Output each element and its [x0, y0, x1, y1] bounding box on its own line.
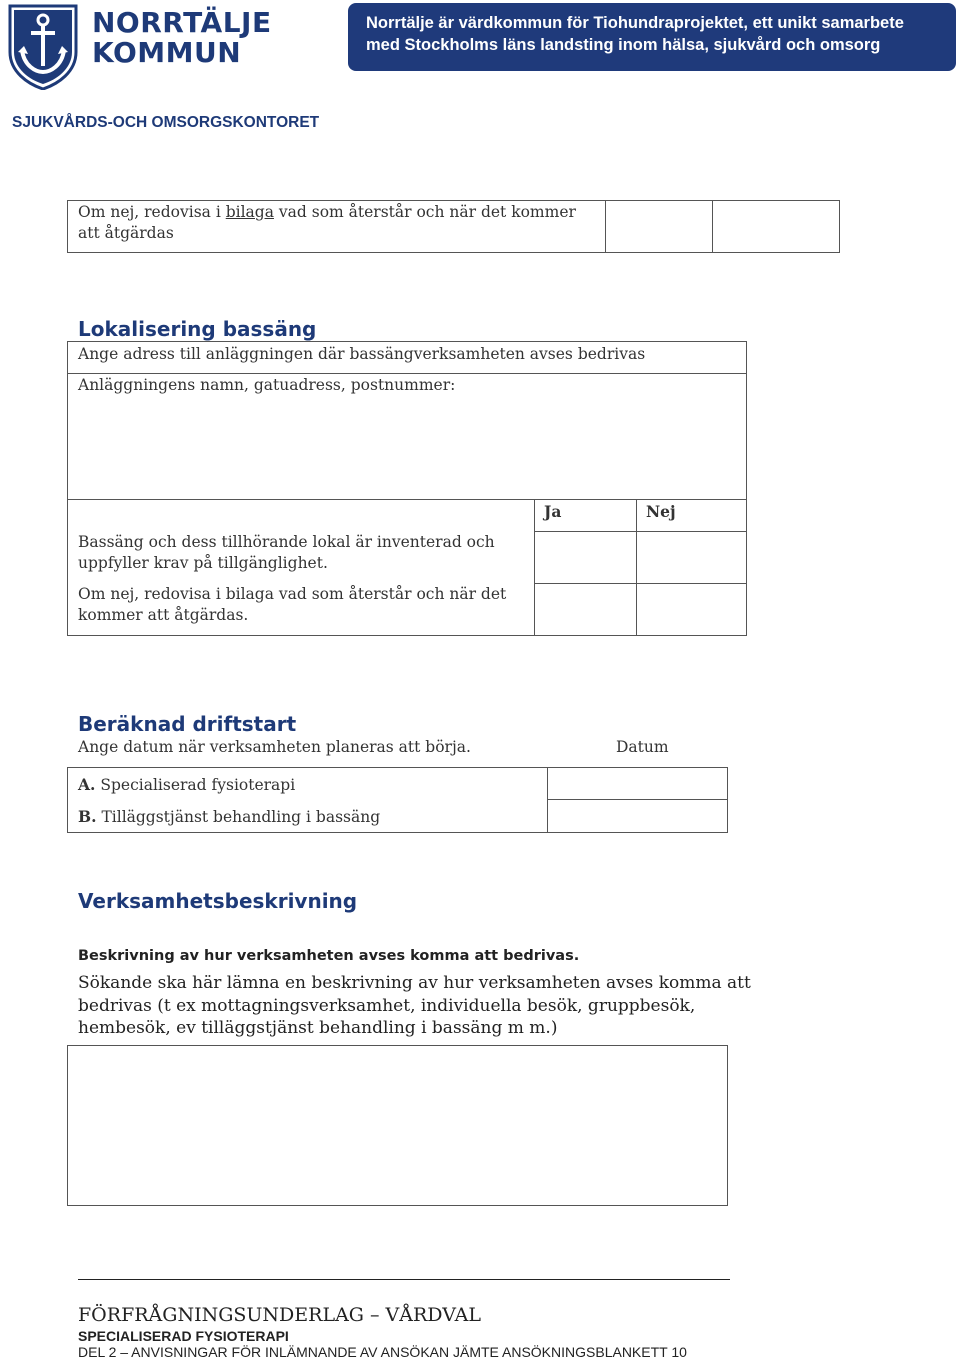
datum-label: Datum — [616, 738, 669, 756]
tillganglighet-table — [67, 499, 747, 636]
verksamhet-heading: Verksamhetsbeskrivning — [78, 889, 358, 913]
tillganglighet-row1-text: Bassäng och dess tillhörande lokal är inventerad och uppfyller krav på tillgänglighet. — [78, 533, 495, 572]
row2-ja-checkbox[interactable] — [535, 584, 635, 635]
header-banner — [348, 3, 956, 71]
row2-nej-checkbox[interactable] — [637, 584, 746, 635]
row-b-label — [78, 806, 380, 828]
office-title: SJUKVÅRDS-OCH OMSORGSKONTORET — [12, 114, 320, 131]
banner-line2: med Stockholms läns landsting inom hälsa, sjukvård och omsorg — [366, 36, 881, 54]
top-table-text — [78, 202, 578, 244]
top-table-text-post: vad som återstår och när det kommer att åtgärdas — [78, 203, 576, 242]
top-nej-checkbox[interactable] — [713, 201, 839, 252]
tillganglighet-row2-text: Om nej, redovisa i bilaga vad som återstår och när det kommer att åtgärdas. — [78, 585, 507, 624]
row-b-text: Tilläggstjänst behandling i bassäng — [101, 808, 381, 826]
bilaga-link: bilaga — [225, 203, 274, 221]
address-box — [67, 341, 747, 500]
verksamhet-subheading: Beskrivning av hur verksamheten avses komma att bedrivas. — [78, 948, 580, 964]
col-nej-header: Nej — [646, 502, 676, 521]
brand-name-line1: NORRTÄLJE — [92, 6, 272, 39]
row-a-datum-input[interactable] — [548, 768, 727, 799]
footer-line1: FÖRFRÅGNINGSUNDERLAG – VÅRDVAL — [78, 1304, 481, 1326]
verksamhet-body: Sökande ska här lämna en beskrivning av hur verksamheten avses komma att bedrivas (t ex mottagningsverksamhet, individuella besök, gruppbesök, hembesök, ev tilläggstjänst behandling i bassäng m m.) — [78, 973, 751, 1038]
row-a-letter: A. — [78, 775, 96, 794]
row1-ja-checkbox[interactable] — [535, 532, 635, 583]
row-a-label — [78, 774, 295, 796]
row-b-letter: B. — [78, 807, 97, 826]
footer-divider — [78, 1279, 730, 1280]
top-table-text-pre: Om nej, redovisa i — [78, 203, 226, 221]
top-ja-checkbox[interactable] — [606, 201, 712, 252]
driftstart-instruction: Ange datum när verksamheten planeras att börja. — [78, 738, 471, 756]
row-b-datum-input[interactable] — [548, 800, 727, 832]
brand-name-line2: KOMMUN — [92, 36, 242, 69]
driftstart-table — [67, 767, 728, 833]
address-label: Anläggningens namn, gatuadress, postnummer: — [78, 376, 456, 394]
address-instruction: Ange adress till anläggningen där bassängverksamheten avses bedrivas — [78, 345, 646, 363]
norrtalje-anchor-logo-icon — [6, 4, 80, 90]
address-input[interactable] — [68, 398, 746, 498]
banner-line1: Norrtälje är värdkommun för Tiohundraprojektet, ett unikt samarbete — [366, 14, 904, 32]
driftstart-heading: Beräknad driftstart — [78, 712, 297, 736]
footer-line3: DEL 2 – ANVISNINGAR FÖR INLÄMNANDE AV ANSÖKAN JÄMTE ANSÖKNINGSBLANKETT 10 — [78, 1344, 687, 1360]
footer-line2: SPECIALISERAD FYSIOTERAPI — [78, 1328, 289, 1344]
verksamhet-textarea[interactable] — [67, 1045, 728, 1206]
row1-nej-checkbox[interactable] — [637, 532, 746, 583]
top-table — [67, 200, 840, 253]
col-ja-header: Ja — [544, 502, 562, 521]
lokalisering-heading: Lokalisering bassäng — [78, 317, 317, 341]
row-a-text: Specialiserad fysioterapi — [100, 776, 296, 794]
